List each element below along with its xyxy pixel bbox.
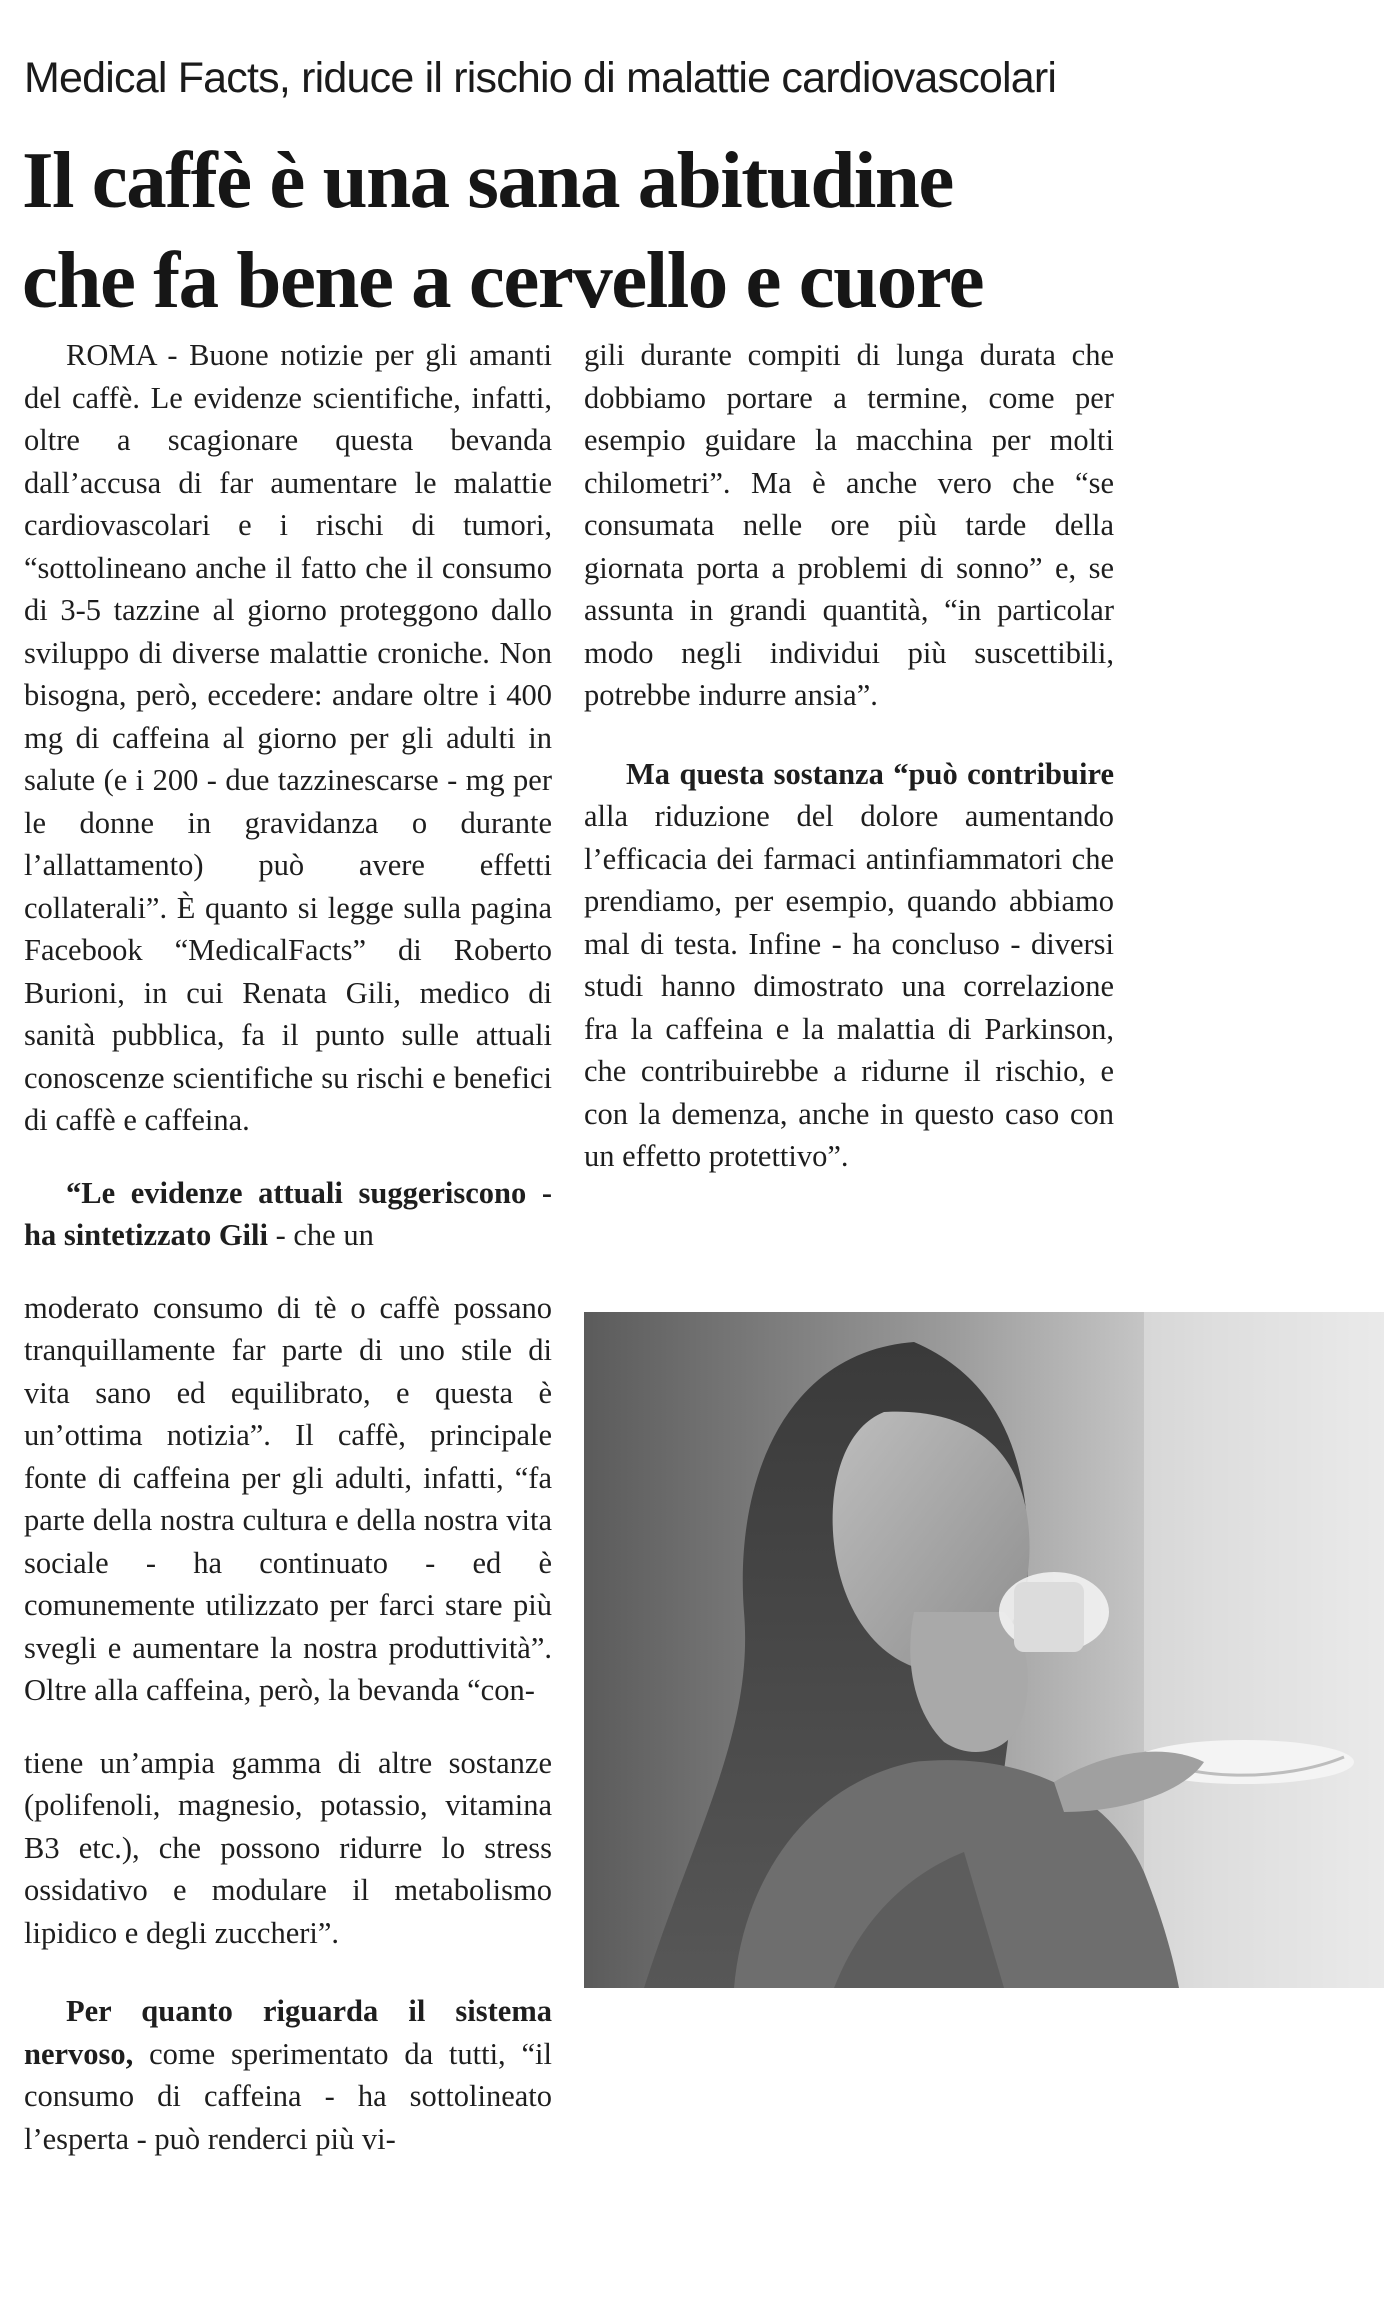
left-paragraph-3: moderato consumo di tè o caffè possano tranquillamente far parte di uno stile di vita sano ed equilibrato, e questa è un’ottima notizia”. Il caffè, principale fonte di caffeina per gli adulti, infatti, “fa parte della nostra cultura e della nostra vita sociale - ha continuato - ed è comunemente utilizzato per farci stare più svegli e aumentare la nostra produttività”. Oltre alla caffeina, però, la bevanda “con- (24, 1290, 552, 1707)
left-paragraph-5-bold: Per quanto riguarda il sistema nervoso, (24, 1994, 552, 2071)
left-paragraph-5-text: come sperimentato da tutti, “il consumo di caffeina - ha sottolineato l’esperta - può renderci più vi- (24, 2036, 552, 2156)
article-headline (22, 130, 1362, 330)
article-photo (584, 1312, 1384, 1988)
right-paragraph-1: gili durante compiti di lunga durata che dobbiamo portare a termine, come per esempio guidare la macchina per molti chilometri”. Ma è anche vero che “se consumata nelle ore più tarde della giornata porta a problemi di sonno” e, se assunta in grandi quantità, “in particolar modo negli individui più suscettibili, potrebbe indurre ansia”. (584, 338, 1114, 712)
left-paragraph-4: tiene un’ampia gamma di altre sostanze (polifenoli, magnesio, potassio, vitamina B3 etc.), che possono ridurre lo stress ossidativo e modulare il metabolismo lipidico e degli zuccheri”. (24, 1745, 552, 1950)
article-kicker: Medical Facts, riduce il rischio di malattie cardiovascolari (24, 54, 1057, 102)
woman-drinking-coffee-illustration (584, 1312, 1384, 1988)
right-paragraph-2 (584, 753, 1114, 1178)
left-paragraph-5 (24, 1990, 552, 2160)
right-paragraph-2-text: alla riduzione del dolore aumentando l’efficacia dei farmaci antinfiammatori che prendiamo, per esempio, quando abbiamo mal di testa. Infine - ha concluso - diversi studi hanno dimostrato una correlazione fra la caffeina e la malattia di Parkinson, che contribuirebbe a ridurne il rischio, e con la demenza, anche in questo caso con un effetto protettivo”. (584, 799, 1114, 1173)
left-column (24, 334, 552, 2160)
left-paragraph-2-bold: “Le evidenze attuali suggeriscono - ha sintetizzato Gili (24, 1175, 552, 1252)
left-paragraph-1: ROMA - Buone notizie per gli amanti del caffè. Le evidenze scientifiche, infatti, oltre a scagionare questa bevanda dall’accusa di far aumentare le malattie cardiovascolari e i rischi di tumori, “sottolineano anche il fatto che il consumo di 3-5 tazzine al giorno proteggono dallo sviluppo di diverse malattie croniche. Non bisogna, però, eccedere: andare oltre i 400 mg di caffeina al giorno per gli adulti in salute (e i 200 - due tazzinescarse - mg per le donne in gravidanza o durante l’allattamento) può avere effetti collaterali”. È quanto si legge sulla pagina Facebook “MedicalFacts” di Roberto Burioni, in cui Renata Gili, medico di sanità pubblica, fa il punto sulle attuali conoscenze scientifiche su rischi e benefici di caffè e caffeina. (24, 338, 552, 1137)
left-paragraph-2-text: - che un (267, 1218, 374, 1252)
left-paragraph-2 (24, 1172, 552, 1257)
right-paragraph-2-bold: Ma questa sostanza “può contribuire (626, 756, 1114, 791)
headline-line-2: che fa bene a cervello e cuore (22, 235, 984, 325)
right-column (584, 334, 1114, 1178)
headline-line-1: Il caffè è una sana abitudine (22, 135, 953, 225)
